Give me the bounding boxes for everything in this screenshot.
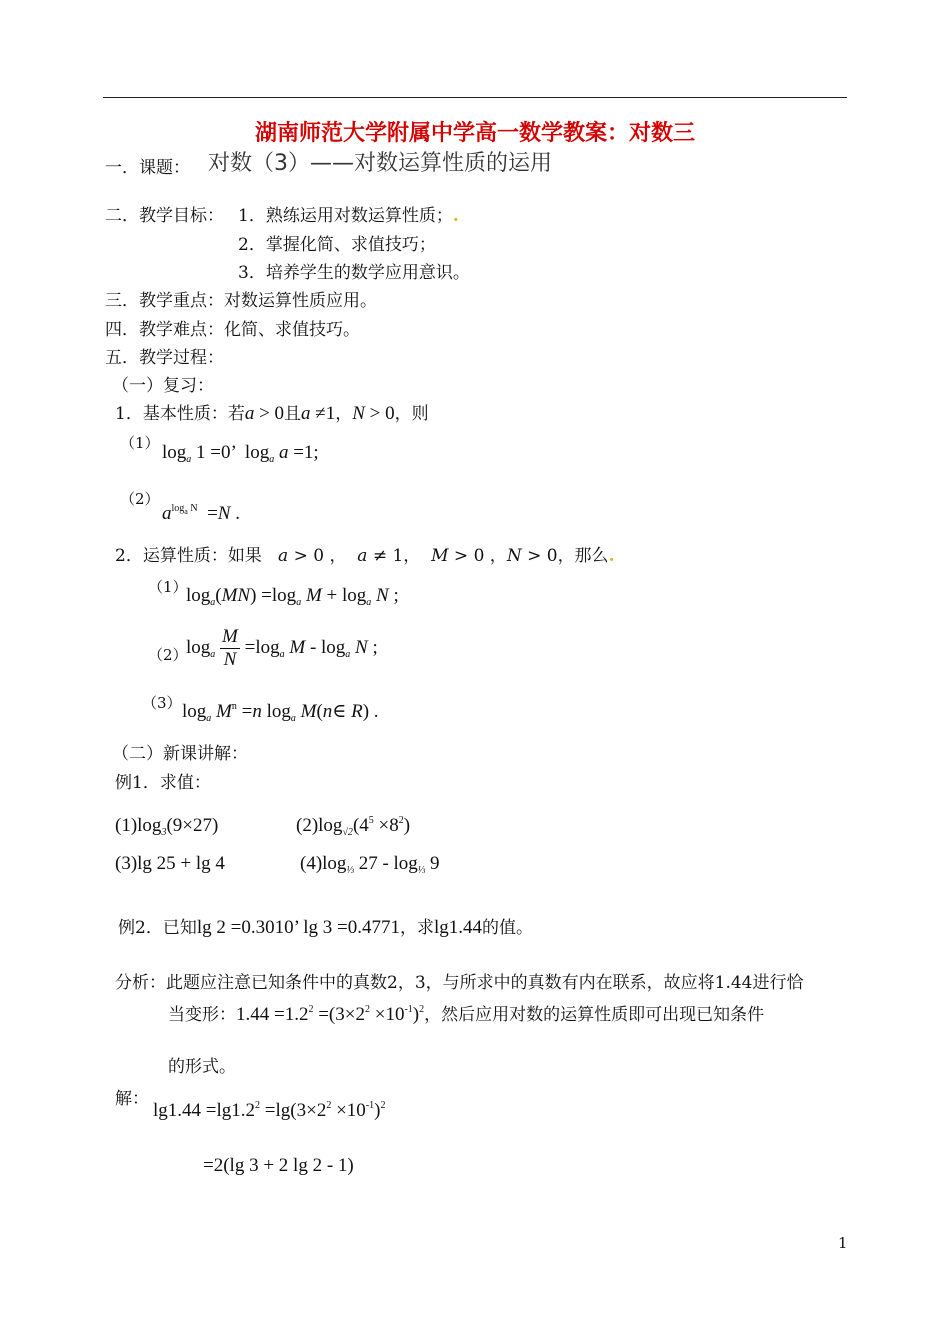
review-sub2-label: （2） <box>120 490 160 508</box>
lesson-topic: 对数（3）——对数运算性质的运用 <box>208 151 552 176</box>
example2: 例2．已知lg 2 =0.3010’ lg 3 =0.4771，求lg1.44的值。 <box>118 917 534 938</box>
formula-quotient-rule: $\log_a$ $\frac{M}{N}$ $=\log_a$ M - $\log_a N$ ; <box>186 626 378 670</box>
analysis-line1: 分析：此题应注意已知条件中的真数2，3，与所求中的真数有内在联系，故应将1.44进行恰 <box>115 973 804 993</box>
goal-3: 3．培养学生的数学应用意识。 <box>238 263 470 283</box>
section4: 四．教学难点：化简、求值技巧。 <box>105 320 360 340</box>
analysis-line3: 的形式。 <box>168 1057 236 1077</box>
op2-label: （2） <box>148 646 188 664</box>
solution-step2: =2(lg 3 + 2 lg 2 - 1) <box>203 1155 354 1176</box>
new-lesson-heading: （二）新课讲解： <box>112 744 248 764</box>
op1-label: （1） <box>148 578 188 596</box>
page-title: 湖南师范大学附属中学高一数学教案：对数三 <box>254 121 695 146</box>
header-rule <box>103 97 847 98</box>
example1-problem3: (3)lg 25 + lg 4 <box>115 853 225 874</box>
formula-log-basic: $\log_a 1 =0$’ $\log_a a =1$; <box>162 442 319 465</box>
review-heading: （一）复习： <box>112 376 214 396</box>
section1-label: 一．课题： <box>105 158 190 178</box>
example1-label: 例1．求值： <box>115 773 211 793</box>
review-sub1-label: （1） <box>120 434 160 452</box>
goal-1: 1．熟练运用对数运算性质；. <box>238 206 459 226</box>
example1-problem2: $(2)\log_{√2}(4^5 \times 8^2)$ <box>296 815 411 838</box>
op3-label: （3） <box>142 694 182 712</box>
goal-2: 2．掌握化简、求值技巧； <box>238 235 436 255</box>
formula-power-rule: $\log_a M^n =n$ $\log_a$ M(n∈ R) . <box>182 701 379 724</box>
page-number: 1 <box>838 1234 848 1252</box>
section3: 三．教学重点：对数运算性质应用。 <box>105 291 377 311</box>
review-item1: 1．基本性质：若a > 0且a ≠1，N > 0，则 <box>115 403 429 424</box>
section5: 五．教学过程： <box>105 348 224 368</box>
solution-step1: $\lg 1.44 =\lg 1.2^2 =\lg(3\times 2^2 \times 10^{-1})^2$ <box>153 1100 386 1121</box>
example1-problem4: $(4)\log_{\frac{1}{3}}$ $27 - \log_{\frac{1}{3}} 9$ <box>300 853 440 876</box>
example1-problem1: $(1)\log_3(9\times 27)$ <box>115 815 219 838</box>
review-item2: 2．运算性质：如果 a > 0 ， a ≠ 1， M > 0 ，N > 0，那么. <box>115 546 615 566</box>
solution-label: 解： <box>115 1089 149 1109</box>
section2-label: 二．教学目标： <box>105 206 224 226</box>
formula-product-rule: $\log_a(MN) =\log_a$ $M + \log_a N$ ; <box>186 585 399 608</box>
formula-log-identity: $a^{log_a N} =N$ . <box>162 503 240 524</box>
analysis-line2: 当变形：$1.44 =1.2^2 =(3\times 2^2 \times 10^{-1})^2$，然后应用对数的运算性质即可出现已知条件 <box>168 1004 765 1025</box>
